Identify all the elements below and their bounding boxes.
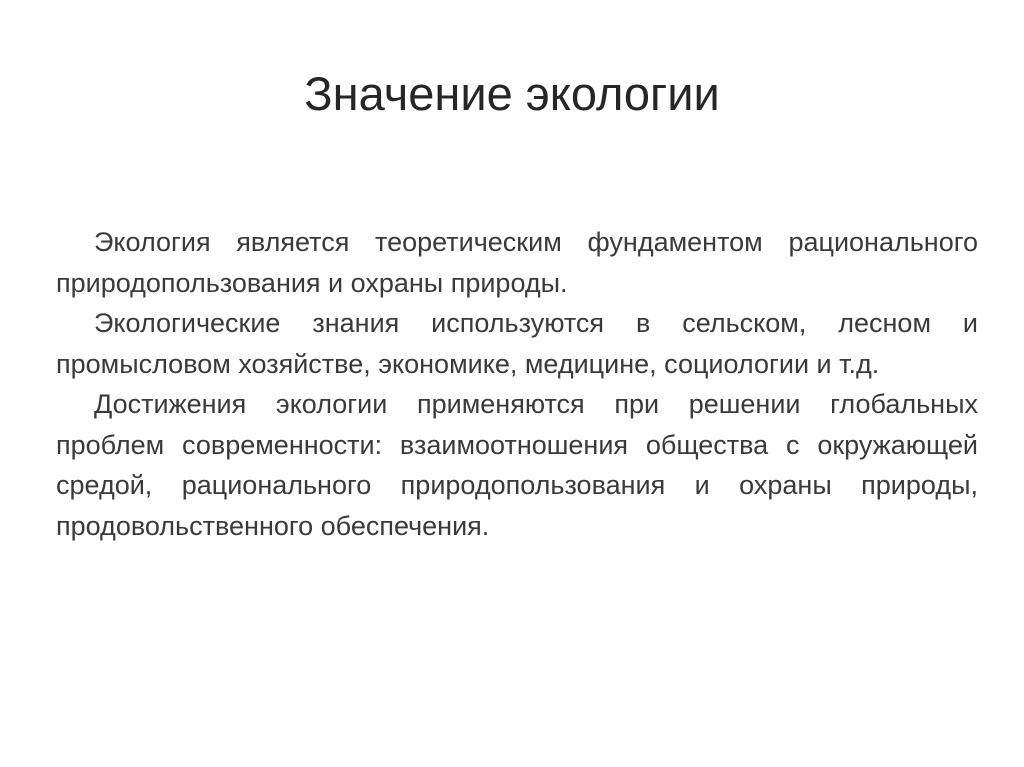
paragraph-ecology-foundation: Экология является теоретическим фундаментом рационального природопользования и охраны природы. xyxy=(56,227,978,298)
paragraph-ecology-global-problems: Достижения экологии применяются при решении глобальных проблем современности: взаимоотношения общества с окружающей средой, рационального природопользования и охраны природы, продовольственного обеспечения. xyxy=(56,389,978,541)
slide-title: Значение экологии xyxy=(304,67,720,120)
slide-body xyxy=(56,222,978,546)
paragraph-ecology-applications: Экологические знания используются в сельском, лесном и промысловом хозяйстве, экономике, медицине, социологии и т.д. xyxy=(56,308,978,379)
